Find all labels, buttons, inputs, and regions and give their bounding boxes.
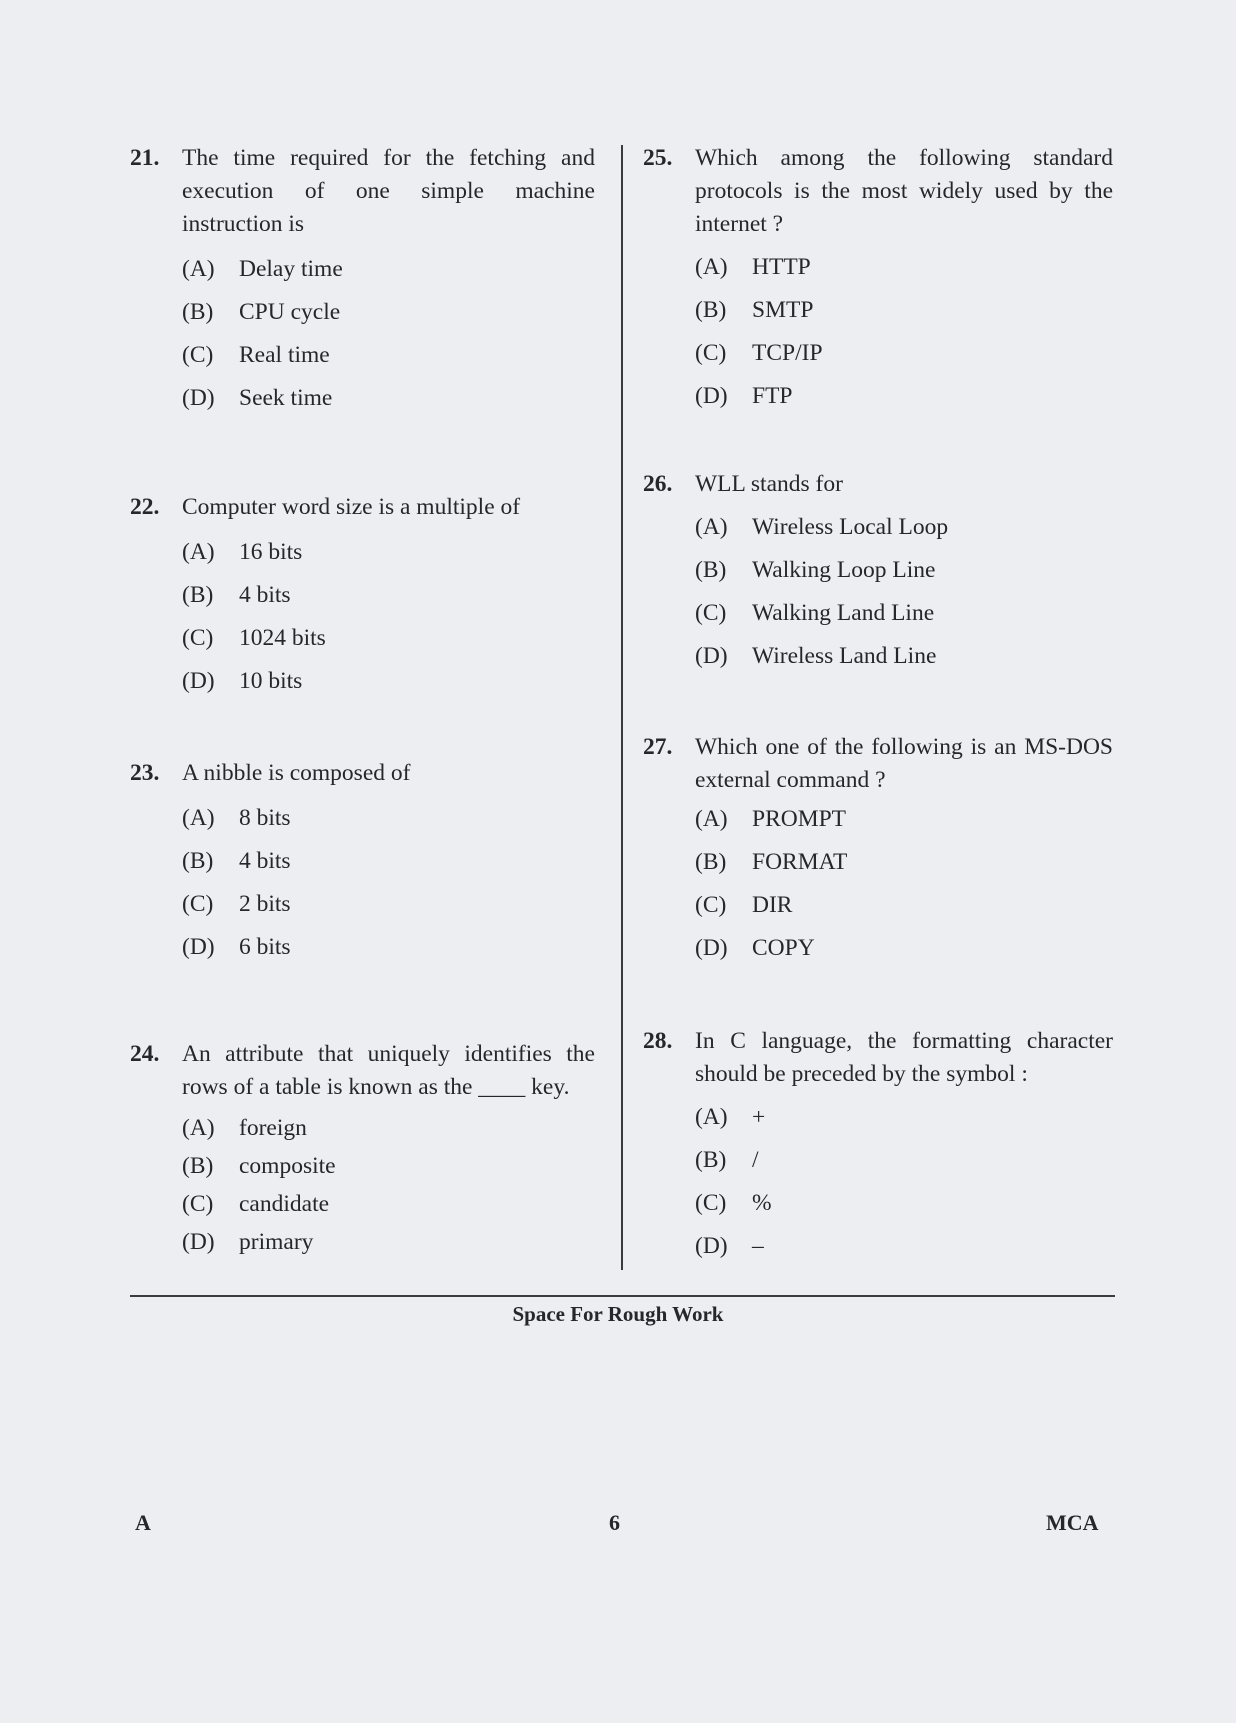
question-27	[643, 731, 1113, 965]
option-a: (A) Wireless Local Loop	[695, 514, 949, 540]
question-stem: Which among the following standard protocols is the most widely used by the internet ?	[695, 145, 1113, 237]
option-c: (C) Real time	[182, 342, 330, 368]
option-a: (A) +	[695, 1104, 766, 1130]
question-stem: An attribute that uniquely identifies the rows of a table is known as the ____ key.	[182, 1041, 595, 1100]
option-b: (B) /	[695, 1147, 759, 1173]
option-b: (B) composite	[182, 1153, 336, 1179]
question-21	[130, 142, 595, 415]
question-number: 25.	[643, 145, 673, 171]
question-23	[130, 757, 595, 964]
option-b: (B) SMTP	[695, 297, 814, 323]
footer-subject: MCA	[1046, 1510, 1099, 1535]
question-number: 26.	[643, 471, 673, 497]
footer-series: A	[135, 1510, 151, 1535]
question-number: 22.	[130, 494, 160, 520]
option-d: (D) COPY	[695, 935, 815, 961]
option-a: (A) 16 bits	[182, 539, 303, 565]
question-number: 21.	[130, 145, 160, 171]
option-d: (D) FTP	[695, 383, 793, 409]
option-c: (C) 2 bits	[182, 891, 291, 917]
option-d: (D) 6 bits	[182, 934, 291, 960]
option-a: (A) HTTP	[695, 254, 811, 280]
question-stem: Which one of the following is an MS-DOS external command ?	[695, 734, 1113, 793]
option-b: (B) FORMAT	[695, 849, 848, 875]
option-a: (A) Delay time	[182, 256, 343, 282]
option-b: (B) Walking Loop Line	[695, 557, 936, 583]
question-stem: WLL stands for	[695, 471, 843, 497]
option-c: (C) TCP/IP	[695, 340, 823, 366]
question-number: 23.	[130, 760, 160, 786]
option-c: (C) 1024 bits	[182, 625, 326, 651]
option-d: (D) Seek time	[182, 385, 333, 411]
column-divider	[621, 145, 623, 1270]
question-number: 27.	[643, 734, 673, 760]
option-c: (C) DIR	[695, 892, 793, 918]
question-stem: In C language, the formatting character should be preceded by the symbol :	[695, 1028, 1113, 1087]
option-c: (C) %	[695, 1190, 772, 1216]
rough-work-rule	[130, 1295, 1115, 1297]
option-d: (D) –	[695, 1233, 764, 1259]
footer-page-number: 6	[609, 1510, 620, 1535]
question-25	[643, 142, 1113, 413]
question-22	[130, 491, 595, 698]
option-d: (D) 10 bits	[182, 668, 303, 694]
option-a: (A) PROMPT	[695, 806, 847, 832]
option-d: (D) primary	[182, 1229, 314, 1255]
question-number: 24.	[130, 1041, 160, 1067]
rough-work-label: Space For Rough Work	[512, 1302, 724, 1326]
option-a: (A) foreign	[182, 1115, 307, 1141]
option-b: (B) CPU cycle	[182, 299, 341, 325]
question-stem: The time required for the fetching and execution of one simple machine instruction is	[182, 145, 595, 237]
question-stem: Computer word size is a multiple of	[182, 494, 521, 520]
option-b: (B) 4 bits	[182, 582, 291, 608]
question-28	[643, 1025, 1113, 1263]
question-number: 28.	[643, 1028, 673, 1054]
option-b: (B) 4 bits	[182, 848, 291, 874]
option-c: (C) Walking Land Line	[695, 600, 935, 626]
option-a: (A) 8 bits	[182, 805, 291, 831]
option-d: (D) Wireless Land Line	[695, 643, 937, 669]
question-24	[130, 1038, 595, 1259]
question-stem: A nibble is composed of	[182, 760, 411, 786]
question-26	[643, 468, 1113, 673]
option-c: (C) candidate	[182, 1191, 330, 1217]
